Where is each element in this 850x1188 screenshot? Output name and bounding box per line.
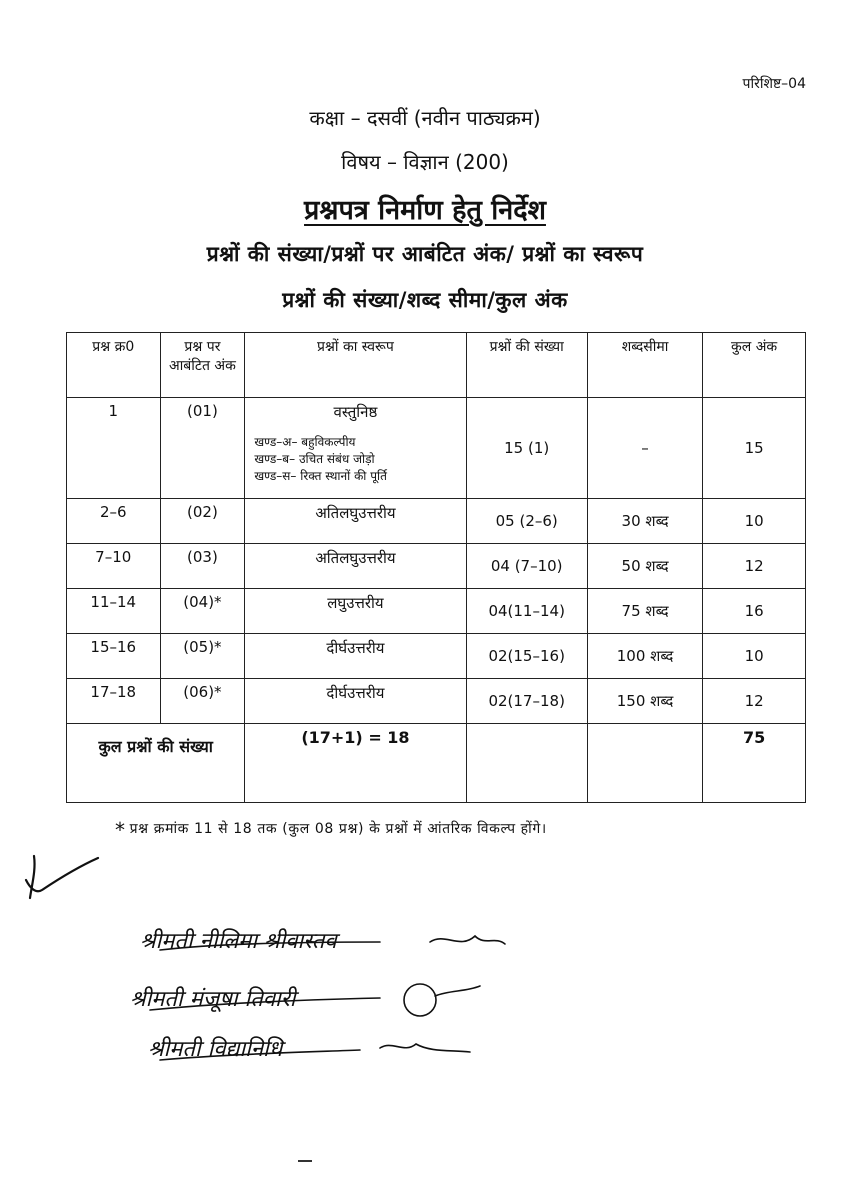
footnote (115, 818, 547, 842)
total-questions-label: कुल प्रश्नों की संख्या (67, 724, 245, 803)
table-row (67, 499, 806, 544)
cell-word-limit: 50 शब्द (587, 544, 702, 589)
cell-word-limit: 150 शब्द (587, 679, 702, 724)
subtitle-1: प्रश्नों की संख्या/प्रश्नों पर आबंटित अंक/ प्रश्नों का स्वरूप (206, 242, 644, 266)
table-row (67, 544, 806, 589)
col-header-marks: प्रश्न पर आबंटित अंक (160, 333, 245, 398)
empty-cell (466, 724, 587, 803)
cell-count: 04(11–14) (466, 589, 587, 634)
cell-type: दीर्घउत्तरीय (245, 679, 466, 724)
cell-count: 02(15–16) (466, 634, 587, 679)
cell-type-label: वस्तुनिष्ठ (333, 403, 378, 421)
cell-count: 15 (1) (466, 398, 587, 499)
question-distribution-table (66, 332, 806, 803)
cell-marks: (06)* (160, 679, 245, 724)
table-row (67, 398, 806, 499)
table-header-row (67, 333, 806, 398)
cell-type (245, 398, 466, 499)
cell-type: दीर्घउत्तरीय (245, 634, 466, 679)
table-row (67, 589, 806, 634)
empty-cell (587, 724, 702, 803)
cell-total: 15 (703, 398, 806, 499)
cell-type: अतिलघुउत्तरीय (245, 499, 466, 544)
table-total-row (67, 724, 806, 803)
footnote-star: * (115, 818, 126, 842)
cell-marks: (02) (160, 499, 245, 544)
cell-question-no: 17–18 (67, 679, 161, 724)
cell-marks: (05)* (160, 634, 245, 679)
cell-question-no: 2–6 (67, 499, 161, 544)
page-title: प्रश्नपत्र निर्माण हेतु निर्देश (304, 195, 546, 226)
class-line: कक्षा – दसवीं (नवीन पाठ्यक्रम) (309, 106, 541, 130)
cell-total: 16 (703, 589, 806, 634)
cell-question-no: 15–16 (67, 634, 161, 679)
cell-type: अतिलघुउत्तरीय (245, 544, 466, 589)
subject-line: विषय – विज्ञान (200) (341, 150, 509, 174)
cell-count: 05 (2–6) (466, 499, 587, 544)
cell-word-limit: 30 शब्द (587, 499, 702, 544)
col-header-type: प्रश्नों का स्वरूप (245, 333, 466, 398)
sub-item: खण्ड–स– रिक्त स्थानों की पूर्ति (254, 469, 387, 483)
cell-word-limit: – (587, 398, 702, 499)
sub-item-list (248, 434, 462, 485)
sub-item: खण्ड–अ– बहुविकल्पीय (254, 435, 356, 449)
page-mark (298, 1160, 312, 1162)
subtitle-2: प्रश्नों की संख्या/शब्द सीमा/कुल अंक (282, 288, 568, 312)
cell-count: 04 (7–10) (466, 544, 587, 589)
cell-question-no: 7–10 (67, 544, 161, 589)
cell-type: लघुउत्तरीय (245, 589, 466, 634)
grand-total: 75 (703, 724, 806, 803)
signature-3: श्रीमती विद्यानिधि (148, 1037, 283, 1062)
footnote-text: प्रश्न क्रमांक 11 से 18 तक (कुल 08 प्रश्न) के प्रश्नों में आंतरिक विकल्प होंगे। (129, 821, 547, 837)
table-row (67, 634, 806, 679)
cell-total: 12 (703, 679, 806, 724)
col-header-count: प्रश्नों की संख्या (466, 333, 587, 398)
signature-1: श्रीमती नीलिमा श्रीवास्तव (140, 929, 337, 954)
table-row (67, 679, 806, 724)
cell-word-limit: 75 शब्द (587, 589, 702, 634)
signature-2: श्रीमती मंजूषा तिवारी (130, 987, 296, 1012)
cell-total: 12 (703, 544, 806, 589)
cell-count: 02(17–18) (466, 679, 587, 724)
cell-marks: (01) (160, 398, 245, 499)
col-header-word-limit: शब्दसीमा (587, 333, 702, 398)
signature-block (130, 920, 550, 1080)
cell-word-limit: 100 शब्द (587, 634, 702, 679)
cell-marks: (03) (160, 544, 245, 589)
cell-question-no: 1 (67, 398, 161, 499)
appendix-label: परिशिष्ट–04 (742, 76, 806, 92)
sub-item: खण्ड–ब– उचित संबंध जोड़ो (254, 452, 375, 466)
cell-question-no: 11–14 (67, 589, 161, 634)
cell-total: 10 (703, 634, 806, 679)
cell-marks: (04)* (160, 589, 245, 634)
cell-total: 10 (703, 499, 806, 544)
tick-mark (20, 850, 110, 914)
col-header-total: कुल अंक (703, 333, 806, 398)
total-questions-formula: (17+1) = 18 (245, 724, 466, 803)
col-header-question-no: प्रश्न क्र0 (67, 333, 161, 398)
